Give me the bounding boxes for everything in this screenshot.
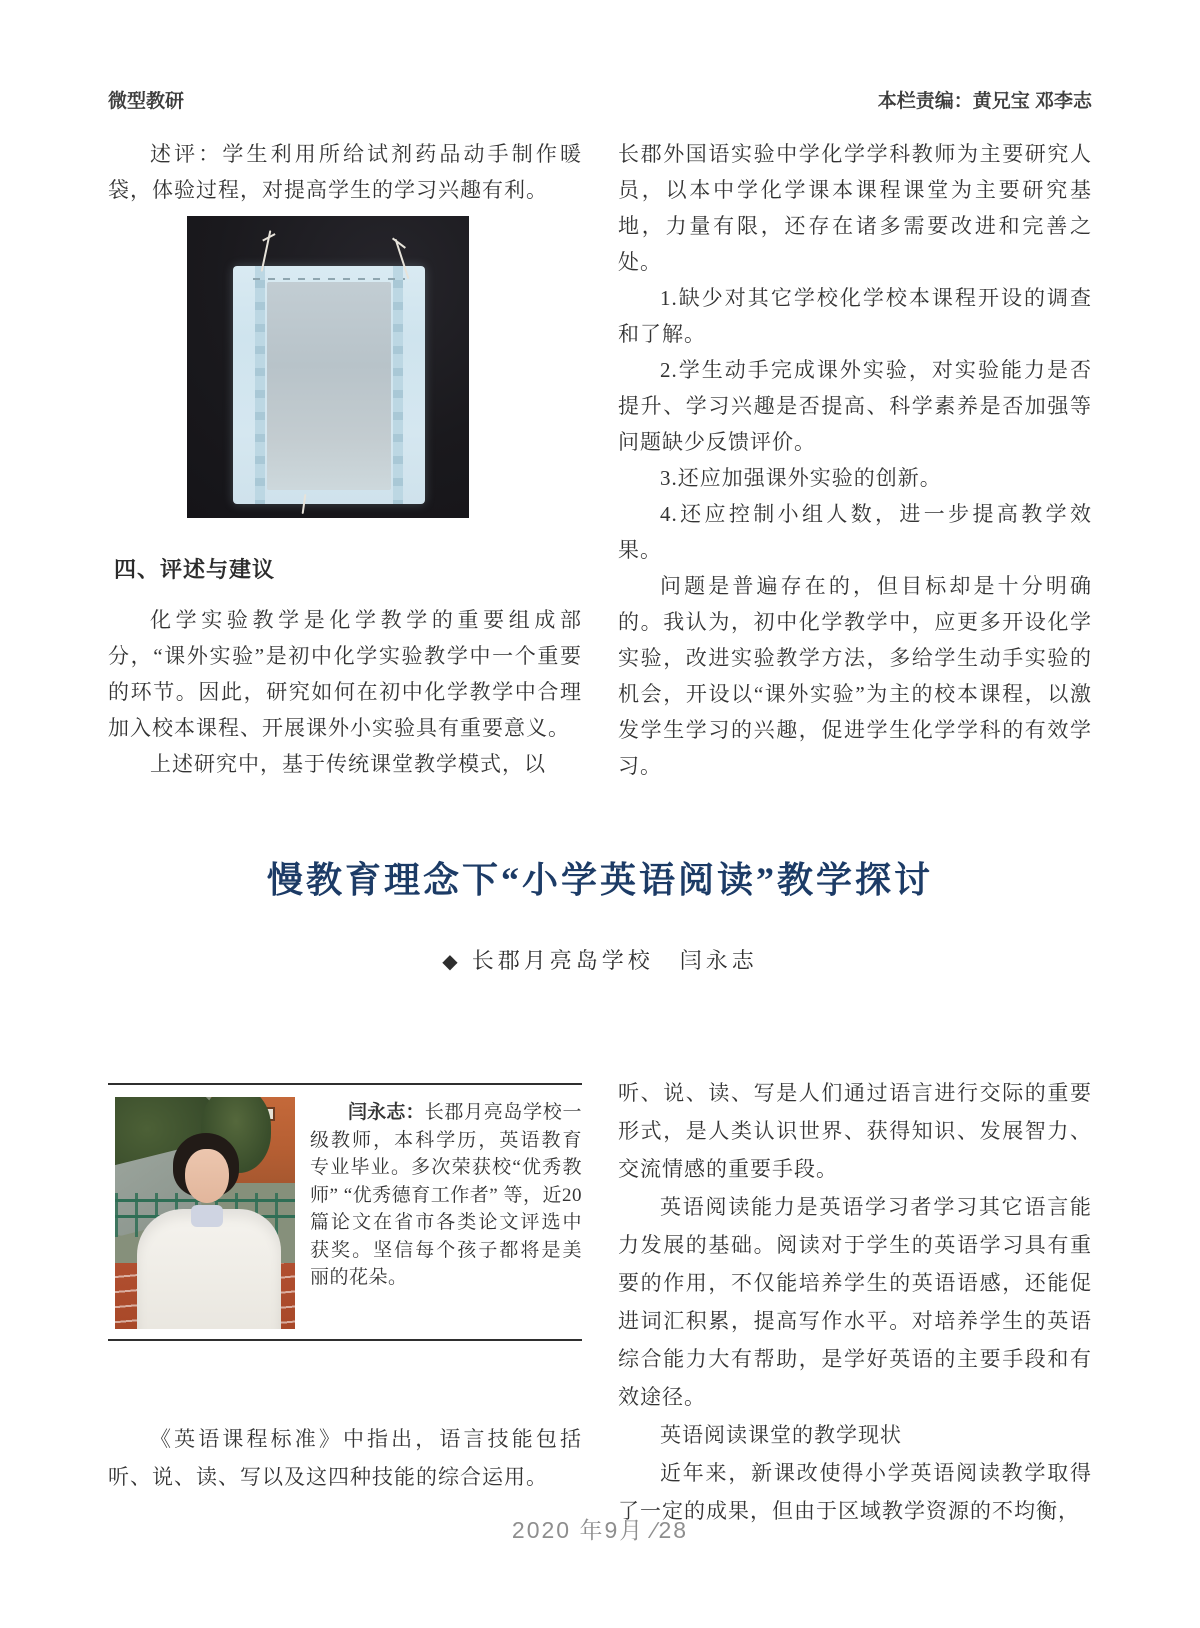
list-item: 2.学生动手完成课外实验，对实验能力是否提升、学习兴趣是否提高、科学素养是否加强等问题缺少反馈评价。 <box>618 358 1092 454</box>
paragraph: 述评：学生利用所给试剂药品动手制作暖袋，体验过程，对提高学生的学习兴趣有利。 <box>108 142 582 202</box>
section-heading: 四、评述与建议 <box>114 557 276 582</box>
article2-left-column <box>108 1420 582 1496</box>
cloth-bag <box>233 266 425 504</box>
jacket-collar <box>191 1205 223 1227</box>
article2-title: 慢教育理念下“小学英语阅读”教学探讨 <box>266 860 933 900</box>
article2-right-column <box>618 1074 1092 1530</box>
list-item: 1.缺少对其它学校化学校本课程开设的调查和了解。 <box>618 286 1092 346</box>
author-portrait-photo <box>115 1097 295 1329</box>
bag-seam-left <box>255 266 265 504</box>
paragraph: 听、说、读、写是人们通过语言进行交际的重要形式，是人类认识世界、获得知识、发展智力、交流情感的重要手段。 <box>618 1081 1092 1181</box>
paragraph: 长郡外国语实验中学化学学科教师为主要研究人员，以本中学化学课本课程课堂为主要研究基地，力量有限，还存在诸多需要改进和完善之处。 <box>618 142 1092 274</box>
author-name: 闫永志： <box>348 1102 425 1123</box>
diamond-icon: ◆ <box>442 951 458 973</box>
column-name: 微型教研 <box>108 91 185 112</box>
paragraph: 《英语课程标准》中指出，语言技能包括听、说、读、写以及这四种技能的综合运用。 <box>108 1427 582 1489</box>
article2-byline <box>0 944 1200 975</box>
article1-right-column <box>618 136 1092 784</box>
subsection-heading: 英语阅读课堂的教学现状 <box>660 1423 902 1447</box>
author-bio-text <box>310 1099 582 1292</box>
paragraph: 英语阅读能力是英语学习者学习其它语言能力发展的基础。阅读对于学生的英语学习具有重要的作用，不仅能培养学生的英语语感，还能促进词汇积累，提高写作水平。对培养学生的英语综合能力大有帮助，是学好英语的主要手段和有效途径。 <box>618 1195 1092 1409</box>
paragraph: 近年来，新课改使得小学英语阅读教学取得了一定的成果，但由于区域教学资源的不均衡， <box>618 1461 1092 1523</box>
person-face <box>185 1149 229 1203</box>
paragraph: 问题是普遍存在的，但目标却是十分明确的。我认为，初中化学教学中，应更多开设化学实验，改进实验教学方法，多给学生动手实验的机会，开设以“课外实验”为主的校本课程，以激发学生学习的兴趣，促进学生化学学科的有效学习。 <box>618 574 1092 778</box>
author-affiliation-name: 长郡月亮岛学校 闫永志 <box>471 948 758 973</box>
list-item: 3.还应加强课外实验的创新。 <box>660 466 942 490</box>
bag-filling <box>267 282 391 490</box>
white-jacket <box>137 1209 281 1329</box>
article1-body <box>108 136 1092 784</box>
editor-credit: 本栏责编：黄兄宝 邓李志 <box>877 91 1092 112</box>
page-footer: 2020 年9月 ∕28 <box>511 1517 689 1543</box>
warm-bag-experiment-photo <box>187 216 469 518</box>
bag-seam-right <box>393 266 403 504</box>
bio-body: 长郡月亮岛学校一级教师，本科学历，英语教育专业毕业。多次荣获校“优秀教师” “优秀德育工作者” 等，近20篇论文在省市各类论文评选中获奖。坚信每个孩子都将是美丽的花朵。 <box>310 1102 582 1288</box>
author-bio-box <box>108 1083 582 1341</box>
bag-stitch-line <box>253 278 405 280</box>
paragraph: 化学实验教学是化学教学的重要组成部分，“课外实验”是初中化学实验教学中一个重要的环节。因此，研究如何在初中化学教学中合理加入校本课程、开展课外小实验具有重要意义。 <box>108 608 582 740</box>
article1-left-column <box>108 136 582 784</box>
page-header <box>108 86 1092 113</box>
list-item: 4.还应控制小组人数，进一步提高教学效果。 <box>618 502 1092 562</box>
paragraph: 上述研究中，基于传统课堂教学模式，以 <box>150 752 546 776</box>
